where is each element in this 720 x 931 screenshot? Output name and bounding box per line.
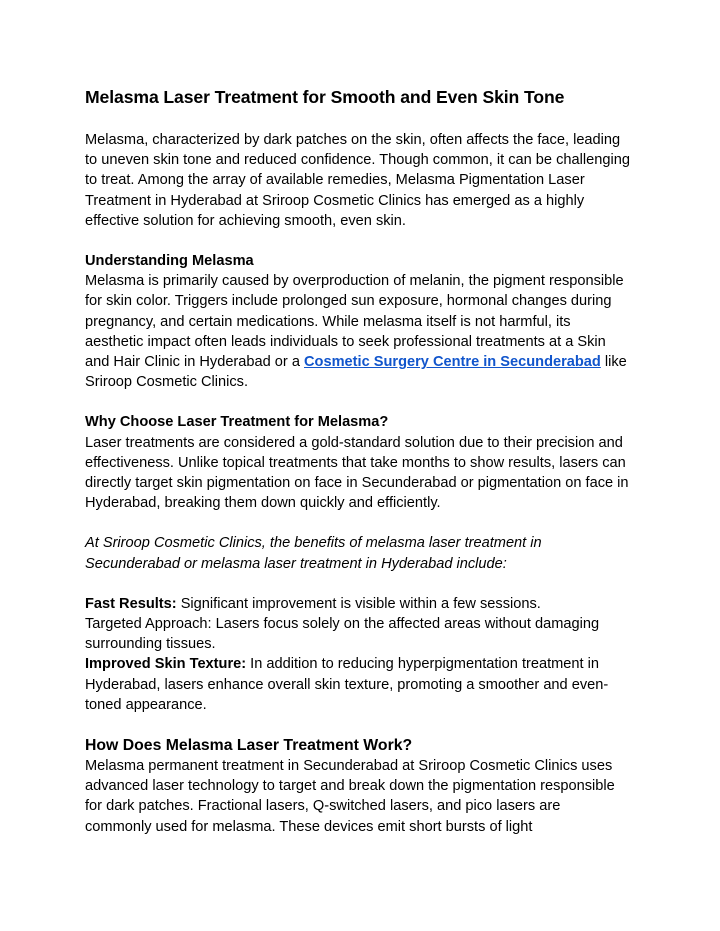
section-understanding-melasma	[85, 251, 630, 392]
benefit-text: In addition to reducing hyperpigmentation treatment in Hyderabad, lasers enhance overall skin texture, promoting a smoother and even-toned appearance.	[85, 656, 609, 713]
section-heading: Why Choose Laser Treatment for Melasma?	[85, 414, 389, 431]
page-title: Melasma Laser Treatment for Smooth and Even Skin Tone	[85, 87, 565, 107]
body-text: like Sriroop Cosmetic Clinics.	[85, 354, 627, 391]
benefits-intro: At Sriroop Cosmetic Clinics, the benefits of melasma laser treatment in Secunderabad or melasma laser treatment in Hyderabad include:	[85, 535, 542, 572]
intro-paragraph: Melasma, characterized by dark patches on the skin, often affects the face, leading to uneven skin tone and reduced confidence. Though common, it can be challenging to treat. Among the array of available remedies, Melasma Pigmentation Laser Treatment in Hyderabad at Sriroop Cosmetic Clinics has emerged as a highly effective solution for achieving smooth, even skin.	[85, 132, 630, 229]
section-why-laser	[85, 412, 630, 513]
document-page	[85, 86, 630, 837]
benefit-item	[85, 594, 630, 614]
cosmetic-surgery-link[interactable]: Cosmetic Surgery Centre in Secunderabad	[304, 354, 601, 371]
section-heading: Understanding Melasma	[85, 253, 254, 270]
benefit-item	[85, 654, 630, 715]
benefits-list	[85, 594, 630, 715]
benefit-item: Targeted Approach: Lasers focus solely on the affected areas without damaging surrounding tissues.	[85, 616, 600, 653]
benefit-text: Significant improvement is visible within a few sessions.	[176, 595, 541, 612]
section-body: Laser treatments are considered a gold-standard solution due to their precision and effectiveness. Unlike topical treatments that take months to show results, lasers can directly target skin pigmentation on face in Secunderabad or pigmentation on face in Hyderabad, breaking them down quickly and efficiently.	[85, 434, 629, 512]
section-body	[85, 271, 630, 392]
body-text: Melasma is primarily caused by overproduction of melanin, the pigment responsible for skin color. Triggers include prolonged sun exposure, hormonal changes during pregnancy, and certain medications. While melasma itself is not harmful, its aesthetic impact often leads individuals to seek professional treatments at a Skin and Hair Clinic in Hyderabad or a	[85, 273, 624, 371]
benefit-label: Improved Skin Texture:	[85, 656, 247, 673]
section-body: Melasma permanent treatment in Secunderabad at Sriroop Cosmetic Clinics uses advanced laser technology to target and break down the pigmentation responsible for dark patches. Fractional lasers, Q-switched lasers, and pico lasers are commonly used for melasma. These devices emit short bursts of light	[85, 758, 615, 835]
section-heading: How Does Melasma Laser Treatment Work?	[85, 737, 413, 755]
section-how-it-works	[85, 736, 630, 837]
benefit-label: Fast Results:	[85, 595, 177, 612]
